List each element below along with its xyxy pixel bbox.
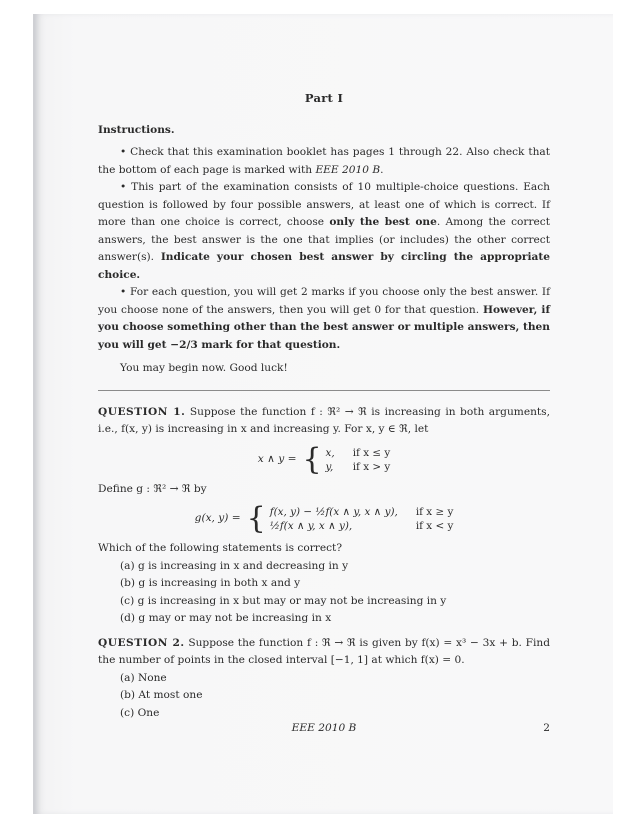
left-brace-icon: { bbox=[302, 441, 322, 477]
part-title: Part I bbox=[304, 91, 344, 105]
question-2-label: QUESTION 2. bbox=[98, 636, 185, 649]
section-divider bbox=[98, 390, 550, 391]
question-2-text: Suppose the function f : ℜ → ℜ is given by f(x) = x³ − 3x + b. Find the number of points in the closed interval [−1, 1] at which f(x) = 0. bbox=[98, 636, 550, 666]
bullet-1-text: • Check that this examination booklet has pages 1 through 22. Also check that the bottom of each page is marked with bbox=[98, 146, 550, 176]
q1-option-b[interactable]: (b) g is increasing in both x and y bbox=[120, 577, 301, 589]
page-content bbox=[98, 90, 550, 722]
g-case-2-value: ½f(x ∧ y, x ∧ y), bbox=[269, 520, 353, 532]
g-cases bbox=[270, 505, 454, 533]
bullet-2-bold-1: only the best one bbox=[329, 216, 437, 228]
left-brace-icon: { bbox=[246, 501, 266, 536]
meet-case-1-value: x, bbox=[325, 446, 335, 459]
instructions-heading: Instructions. bbox=[98, 123, 175, 136]
meet-case-2-cond: if x > y bbox=[352, 460, 391, 473]
instruction-bullet-2 bbox=[98, 179, 550, 284]
q1-option-d[interactable]: (d) g may or may not be increasing in x bbox=[120, 612, 332, 624]
bullet-3-text: • For each question, you will get 2 marks if you choose only the best answer. If you choose none of the answers, then you will get 0 for that question. bbox=[98, 286, 550, 316]
question-1-stem bbox=[98, 404, 550, 439]
meet-lhs: x ∧ y = bbox=[257, 452, 297, 465]
meet-case-2-value: y, bbox=[325, 460, 334, 473]
g-lhs: g(x, y) = bbox=[194, 512, 241, 525]
q2-option-c[interactable]: (c) One bbox=[120, 706, 160, 719]
g-case-1-cond: if x ≥ y bbox=[415, 506, 454, 518]
good-luck-text: You may begin now. Good luck! bbox=[120, 362, 288, 374]
question-1-text: Suppose the function f : ℜ² → ℜ is increasing in both arguments, i.e., f(x, y) is increasing in x and increasing y. For x, y ∈ ℜ, let bbox=[98, 405, 550, 435]
bullet-3-bold: However, if you choose something other than the best answer or multiple answers, then you will get −2/3 mark for that question. bbox=[98, 303, 550, 351]
question-1-prompt: Which of the following statements is correct? bbox=[98, 542, 342, 554]
bullet-1-end: . bbox=[380, 163, 384, 176]
q2-option-b[interactable]: (b) At most one bbox=[120, 689, 203, 701]
bullet-2-bold-2: Indicate your chosen best answer by circling the appropriate choice. bbox=[98, 251, 550, 281]
g-case-2-cond: if x < y bbox=[415, 520, 454, 532]
meet-cases bbox=[326, 446, 391, 474]
meet-definition bbox=[98, 441, 550, 477]
meet-case-1-cond: if x ≤ y bbox=[352, 446, 391, 459]
q2-option-a[interactable]: (a) None bbox=[120, 671, 167, 684]
footer-exam-code: EEE 2010 B bbox=[291, 722, 357, 734]
q1-option-a[interactable]: (a) g is increasing in x and decreasing in y bbox=[120, 559, 349, 572]
instruction-bullet-1 bbox=[98, 144, 550, 179]
page-number: 2 bbox=[543, 722, 550, 734]
g-definition bbox=[98, 501, 550, 536]
q1-option-c[interactable]: (c) g is increasing in x but may or may not be increasing in y bbox=[120, 594, 447, 607]
bullet-2-text-b: . Among the correct answers, the best answer is the one that implies (or includes) the other correct answer(s). bbox=[98, 216, 550, 263]
bullet-2-text-a: • This part of the examination consists of 10 multiple-choice questions. Each question is followed by four possible answers, at least one of which is correct. If more than one choice is correct, choose bbox=[98, 181, 550, 228]
question-2-stem bbox=[98, 635, 550, 670]
booklet-code: EEE 2010 B bbox=[315, 163, 381, 176]
g-case-1-value: f(x, y) − ½f(x ∧ y, x ∧ y), bbox=[269, 506, 398, 518]
define-g-text: Define g : ℜ² → ℜ by bbox=[98, 482, 207, 495]
question-1-label: QUESTION 1. bbox=[98, 405, 186, 418]
instruction-bullet-3 bbox=[98, 284, 550, 354]
